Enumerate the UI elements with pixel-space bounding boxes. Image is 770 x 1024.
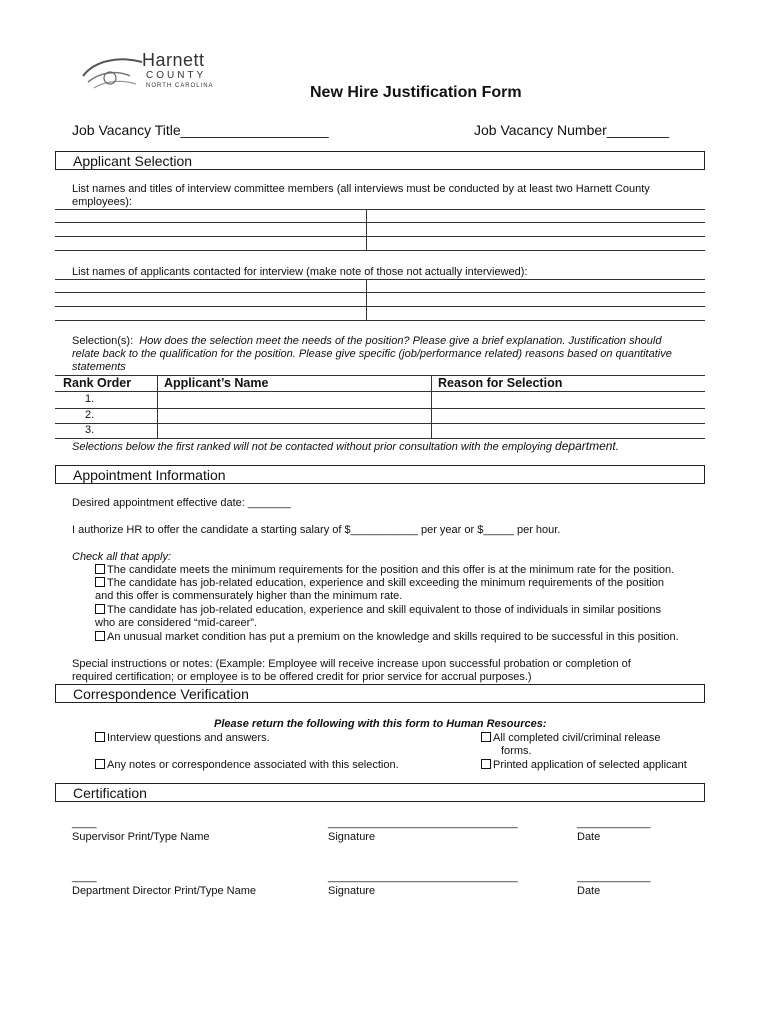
item-release-forms[interactable] (481, 732, 661, 745)
applicants-grid-line (55, 292, 705, 293)
supervisor-signature-line[interactable]: _______________________________ (328, 817, 518, 829)
special-instructions-line1: Special instructions or notes: (Example: Employee will receive increase upon successful probation or completion of (72, 658, 631, 670)
checkbox[interactable] (95, 631, 105, 641)
committee-grid-line (55, 209, 705, 210)
option-label: The candidate meets the minimum requirements for the position and this offer is at the minimum rate for the position. (107, 564, 675, 576)
salary-authorization-field[interactable]: I authorize HR to offer the candidate a starting salary of $___________ per year or $_____ per hour. (72, 524, 561, 536)
supervisor-date-label: Date (577, 831, 601, 843)
option-equivalent-cont: who are considered “mid-career”. (95, 617, 258, 629)
director-name-line[interactable]: ____ (72, 871, 97, 883)
harnett-county-logo (80, 52, 215, 97)
item-release-forms-cont: forms. (501, 745, 532, 757)
committee-grid-line (55, 250, 705, 251)
applicant-selection-header (55, 151, 705, 170)
rank-1: 1. (85, 393, 95, 405)
rank-order-header: Rank Order (63, 376, 132, 390)
return-instruction: Please return the following with this form to Human Resources: (214, 718, 547, 730)
supervisor-name-label: Supervisor Print/Type Name (72, 831, 210, 843)
rank-table-divider (431, 375, 432, 438)
applicant-name-header: Applicant’s Name (164, 376, 269, 390)
option-minimum[interactable] (95, 564, 674, 577)
applicants-grid-divider (366, 279, 367, 320)
selection-question: How does the selection meet the needs of the position? Please give a brief explanation. Justification should (139, 335, 662, 347)
selection-footnote-main: Selections below the first ranked will not be contacted without prior consultation with the employing (72, 441, 552, 453)
item-interview-questions[interactable] (95, 732, 270, 745)
checkbox[interactable] (481, 732, 491, 742)
check-all-label: Check all that apply: (72, 551, 172, 563)
applicants-grid-line (55, 306, 705, 307)
logo-state: NORTH CAROLINA (146, 83, 214, 89)
checkbox[interactable] (95, 732, 105, 742)
checkbox[interactable] (481, 759, 491, 769)
certification-header (55, 783, 705, 802)
appointment-info-header (55, 465, 705, 484)
item-application[interactable] (481, 759, 687, 772)
applicants-instructions: List names of applicants contacted for interview (make note of those not actually interviewed): (72, 266, 528, 278)
logo-name: Harnett (142, 50, 205, 70)
option-equivalent[interactable] (95, 604, 661, 617)
option-market[interactable] (95, 631, 679, 644)
applicants-grid-line (55, 279, 705, 280)
rank-2: 2. (85, 409, 95, 421)
checkbox[interactable] (95, 564, 105, 574)
effective-date-field[interactable]: Desired appointment effective date: _______ (72, 497, 291, 509)
option-label: An unusual market condition has put a premium on the knowledge and skills required to be successful in this position. (107, 631, 679, 643)
supervisor-signature-label: Signature (328, 831, 376, 843)
checkbox[interactable] (95, 759, 105, 769)
supervisor-date-line[interactable]: ____________ (577, 817, 651, 829)
form-title: New Hire Justification Form (310, 84, 522, 101)
appointment-info-heading: Appointment Information (73, 467, 226, 483)
rank-table-line (55, 408, 705, 409)
checkbox[interactable] (95, 577, 105, 587)
checkbox[interactable] (95, 604, 105, 614)
committee-grid-line (55, 236, 705, 237)
rank-table-line (55, 391, 705, 392)
selection-instructions-line2: relate back to the qualification for the position. Please give specific (job/performance related) reasons based on quantitative (72, 348, 672, 360)
rank-3: 3. (85, 424, 95, 436)
director-signature-line[interactable]: _______________________________ (328, 871, 518, 883)
job-vacancy-title[interactable]: Job Vacancy Title___________________ (72, 122, 329, 138)
correspondence-header (55, 684, 705, 703)
certification-heading: Certification (73, 785, 147, 801)
committee-grid-line (55, 222, 705, 223)
selection-footnote-end: department. (555, 439, 620, 453)
rank-table-divider (157, 375, 158, 438)
item-notes[interactable] (95, 759, 399, 772)
correspondence-heading: Correspondence Verification (73, 686, 249, 702)
option-label: The candidate has job-related education, experience and skill exceeding the minimum requirements of the position (107, 577, 665, 589)
selection-label: Selection(s): (72, 335, 134, 347)
supervisor-name-line[interactable]: ____ (72, 817, 97, 829)
special-instructions-line2: required certification; or employee is to be offered credit for prior service for accrual purposes.) (72, 671, 532, 683)
selection-footnote (72, 440, 619, 454)
rank-table-line (55, 423, 705, 424)
item-label: Interview questions and answers. (107, 732, 270, 744)
option-label: The candidate has job-related education, experience and skill equivalent to those of individuals in similar positions (107, 604, 661, 616)
committee-instructions-line2: employees): (72, 196, 132, 208)
option-exceeding[interactable] (95, 577, 664, 590)
director-signature-label: Signature (328, 885, 376, 897)
option-exceeding-cont: and this offer is commensurately higher than the minimum rate. (95, 590, 403, 602)
selection-instructions-line3: statements (72, 361, 126, 373)
applicants-grid-line (55, 320, 705, 321)
director-name-label: Department Director Print/Type Name (72, 885, 257, 897)
selection-instructions-line1 (72, 335, 661, 348)
applicant-selection-heading: Applicant Selection (73, 153, 193, 169)
logo-county: COUNTY (146, 70, 207, 81)
director-date-label: Date (577, 885, 601, 897)
job-vacancy-number[interactable]: Job Vacancy Number________ (474, 122, 670, 138)
reason-header: Reason for Selection (438, 376, 563, 390)
logo-swoosh-icon (80, 54, 150, 94)
item-label: Any notes or correspondence associated with this selection. (107, 759, 399, 771)
item-label: All completed civil/criminal release (493, 732, 661, 744)
committee-grid-divider (366, 209, 367, 250)
committee-instructions-line1: List names and titles of interview committee members (all interviews must be conducted by at least two Harnett County (72, 183, 650, 195)
director-date-line[interactable]: ____________ (577, 871, 651, 883)
rank-table-line (55, 375, 705, 376)
item-label: Printed application of selected applicant (493, 759, 687, 771)
